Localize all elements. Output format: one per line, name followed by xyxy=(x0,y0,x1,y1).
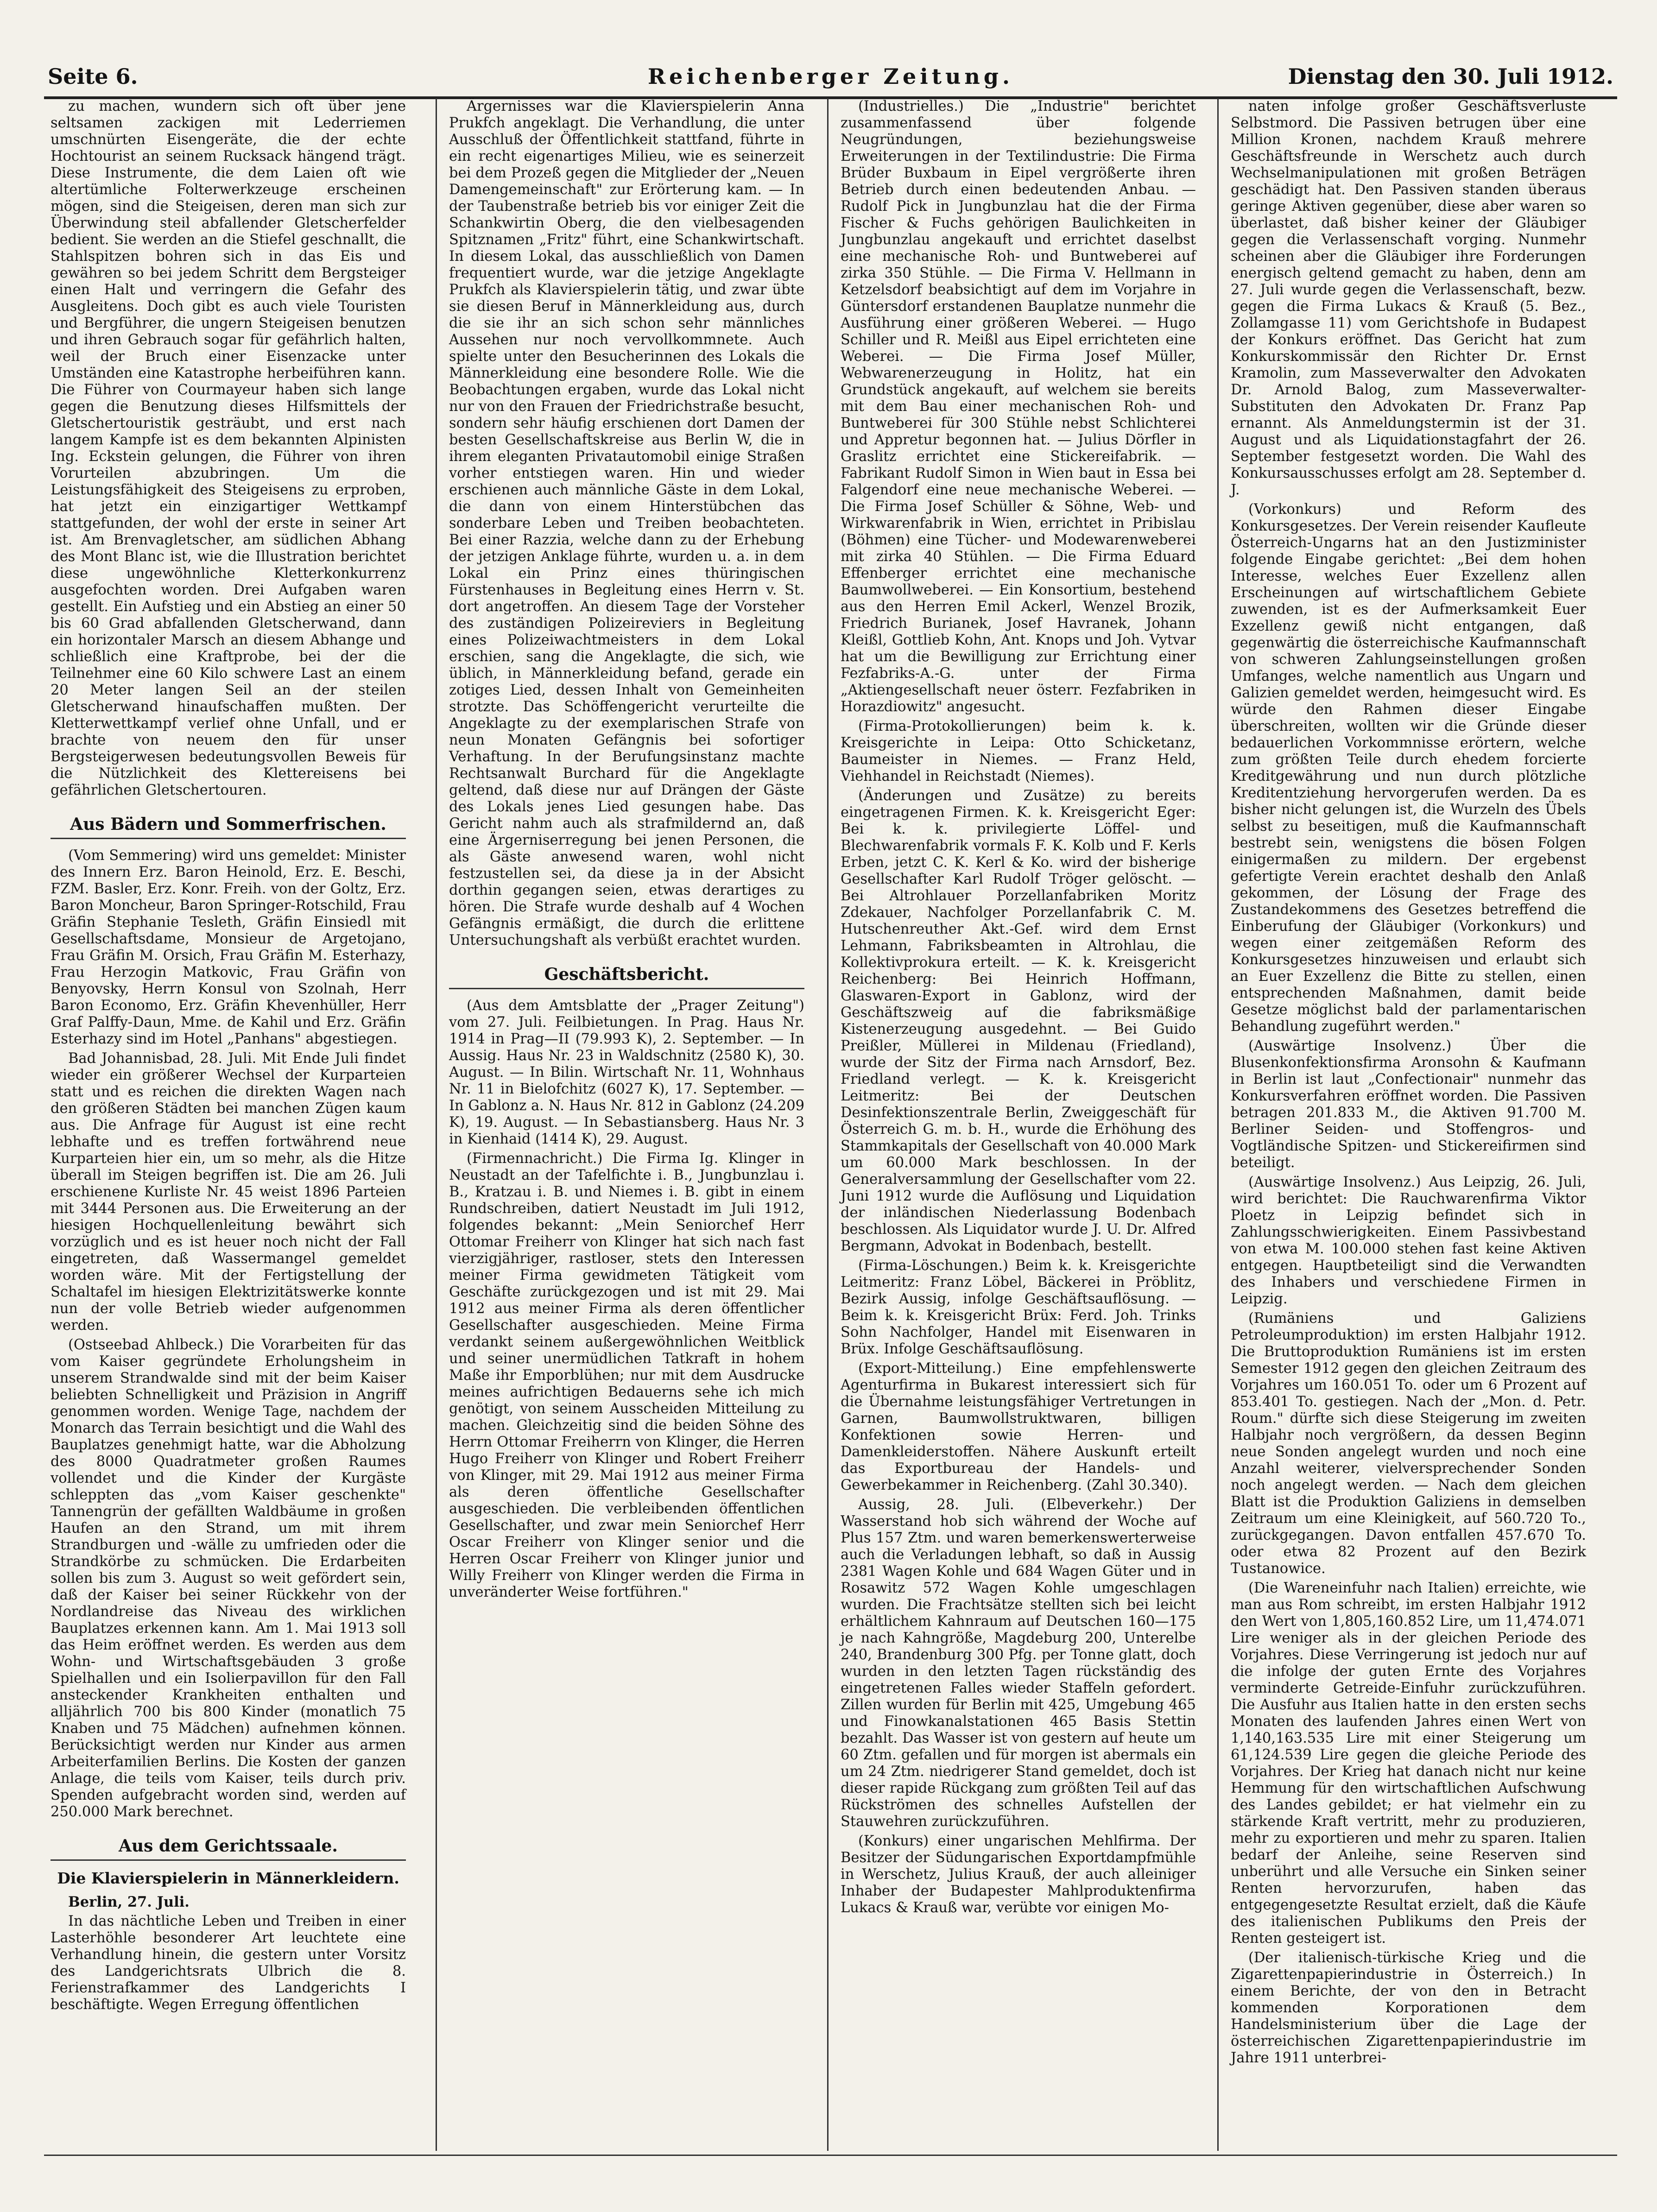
article-headline-klavierspielerin: Die Klavierspielerin in Männerkleidern. xyxy=(57,1869,399,1887)
article-protokollierungen: (Firma-Protokollierungen) beim k. k. Kreisgerichte in Leipa: Otto Schicketanz, Baumeister in Niemes. — Franz Held, Viehhandel in Reichstadt (Niemes). xyxy=(841,718,1196,784)
article-amtsblatt: (Aus dem Amtsblatte der „Prager Zeitung") vom 27. Juli. Feilbietungen. In Prag. Haus Nr. 1914 in Prag—II (79.993 K), 2. September. — In Aussig. Haus Nr. 23 in Waldschnitz (2580 K), 30. August. — In Bilin. Wirtschaft Nr. 11, Wohnhaus Nr. 11 in Bielofchitz (6027 K), 17. September. — In Gablonz a. N. Haus Nr. 812 in Gablonz (24.209 K), 19. August. — In Sebastiansberg. Haus Nr. 3 in Kienhaid (1414 K), 29. August. xyxy=(449,998,804,1147)
article-court-continued: Ärgernisses war die Klavierspielerin Anna Prukfch angeklagt. Die Verhandlung, die unter Ausschluß der Öffentlichkeit stattfand, führte in ein recht eigenartiges Milieu, wie es seinerzeit bei dem Prozeß gegen die Mitglieder der „Neuen Damengemeinschaft" zur Erörterung kam. — In der Taubenstraße betrieb bis vor einiger Zeit die Schankwirtin Oberg, die den vielbesagenden Spitznamen „Fritz" führt, eine Schankwirtschaft. In diesem Lokal, das ausschließlich von Damen frequentiert wurde, war die jetzige Angeklagte Prukfch als Klavierspielerin tätig, und zwar übte sie diesen Beruf in Männerkleidung aus, durch die sie ihr an sich schon sehr männliches Aussehen nur noch vervollkommnete. Auch spielte unter den Besucherinnen des Lokals die Männerkleidung eine besondere Rolle. Wie die Beobachtungen ergaben, wurde das Lokal nicht nur von den Frauen der Friedrichstraße besucht, sondern sehr häufig erschienen dort Damen der besten Gesellschaftskreise aus Berlin W, die in ihrem eleganten Privatautomobil einige Straßen vorher entstiegen waren. Hin und wieder erschienen auch männliche Gäste in dem Lokal, die dann von einem Hinterstübchen das sonderbare Leben und Treiben beobachteten. Bei einer Razzia, welche dann zu der Erhebung der jetzigen Anklage führte, wurden u. a. in dem Lokal ein Prinz eines thüringischen Fürstenhauses in Begleitung eines Herrn v. St. dort angetroffen. An diesem Tage der Vorsteher des zuständigen Polizeireviers in Begleitung eines Polizeiwachtmeisters in dem Lokal erschien, sang die Angeklagte, die sich, wie üblich, in Männerkleidung befand, gerade ein zotiges Lied, dessen Inhalt von Gemeinheiten strotzte. Das Schöffengericht verurteilte die Angeklagte zu der exemplarischen Strafe von neun Monaten Gefängnis bei sofortiger Verhaftung. In der Berufungsinstanz machte Rechtsanwalt Burchard für die Angeklagte geltend, daß diese nur auf Drängen der Gäste des Lokals jenes Lied gesungen habe. Das Gericht nahm auch als strafmildernd an, daß eine Ärgerniserregung bei jenen Personen, die als Gäste anwesend waren, wohl nicht festzustellen sei, da diese ja in der Absicht dorthin gegangen seien, etwas derartiges zu hören. Die Strafe wurde deshalb auf 4 Wochen Gefängnis ermäßigt, die durch die erlittene Untersuchungshaft als verbüßt erachtet wurden. xyxy=(449,98,804,948)
article-petroleum: (Rumäniens und Galiziens Petroleumproduktion) im ersten Halbjahr 1912. Die Bruttoproduktion Rumäniens ist im ersten Semester 1912 gegen den gleichen Zeitraum des Vorjahres um 160.051 To. oder um 6 Prozent auf 853.401 To. gestiegen. Nach der „Mon. d. Petr. Roum." dürfte sich diese Steigerung im zweiten Halbjahr noch vergrößern, da dessen Beginn neue Sonden angelegt wurden und noch eine Anzahl weiterer, vielversprechender Sonden noch angelegt werden. — Nach dem gleichen Blatt ist die Produktion Galiziens in demselben Zeitraum um eine Kleinigkeit, auf 560.720 To., zurückgegangen. Davon entfallen 457.670 To. oder etwa 82 Prozent auf den Bezirk Tustanowice. xyxy=(1231,1310,1586,1577)
article-insolvenz-leipzig: (Auswärtige Insolvenz.) Aus Leipzig, 26. Juli, wird berichtet: Die Rauchwarenfirma Viktor Ploetz in Leipzig befindet sich in Zahlungsschwierigkeiten. Einem Passivbestand von etwa M. 100.000 stehen fast keine Aktiven entgegen. Hauptbeteiligt sind die Verwandten des Inhabers und verschiedene Firmen in Leipzig. xyxy=(1231,1174,1586,1307)
article-steigeisen: zu machen, wundern sich oft über jene seltsamen zackigen mit Lederriemen umschnürten Eisengeräte, die der echte Hochtourist an seinem Rucksack hängend trägt. Diese Instrumente, die dem Laien oft wie altertümliche Folterwerkzeuge erscheinen mögen, sind die Steigeisen, deren man sich zur Überwindung steil abfallender Gletscherfelder bedient. Sie werden an die Stiefel geschnallt, die Stahlspitzen bohren sich in das Eis und gewähren so bei jedem Schritt dem Bergsteiger einen Halt und verringern die Gefahr des Ausgleitens. Doch gibt es auch viele Touristen und Bergführer, die ungern Steigeisen benutzen und ihren Gebrauch sogar für gefährlich halten, weil der Bruch einer Eisenzacke unter Umständen eine Katastrophe herbeiführen kann. Die Führer von Courmayeur haben sich lange gegen die Benutzung dieses Hilfsmittels der Gletschertouristik gesträubt, und erst nach langem Kampfe ist es dem bekannten Alpinisten Ing. Eckstein gelungen, die Führer von ihren Vorurteilen abzubringen. Um die Leistungsfähigkeit des Steigeisens zu erproben, hat jetzt ein einzigartiger Wettkampf stattgefunden, der wohl der erste in seiner Art ist. Am Brenvagletscher, am südlichen Abhang des Mont Blanc ist, wie die Illustration berichtet diese ungewöhnliche Kletterkonkurrenz ausgefochten worden. Drei Aufgaben waren gestellt. Ein Aufstieg und ein Abstieg an einer 50 bis 60 Grad abfallenden Gletscherwand, dann ein horizontaler Marsch an diesem Abhange und schließlich eine Kraftprobe, bei der die Teilnehmer eine 60 Kilo schwere Last an einem 20 Meter langen Seil an der steilen Gletscherwand hinaufschaffen mußten. Der Kletterwettkampf verlief ohne Unfall, und er brachte von neuem den für unser Bergsteigerwesen bedeutungsvollen Beweis für die Nützlichkeit des Klettereisens bei gefährlichen Gletschertouren. xyxy=(51,98,406,798)
bottom-rule xyxy=(44,2155,1617,2156)
article-industrielles: (Industrielles.) Die „Industrie" berichtet zusammenfassend über folgende Neugründungen, beziehungsweise Erweiterungen in der Textilindustrie: Die Firma Brüder Buxbaum in Eipel vergrößerte ihren Betrieb durch einen bedeutenden Anbau. — Rudolf Pick in Jungbunzlau hat die der Firma Fischer & Fuchs gehörigen Baulichkeiten in Jungbunzlau angekauft und errichtet daselbst eine mechanische Roh- und Buntweberei auf zirka 350 Stühle. — Die Firma V. Hellmann in Ketzelsdorf beabsichtigt auf dem im Vorjahre in Güntersdorf erstandenen Bauplatze nunmehr die Ausführung einer größeren Weberei. — Hugo Schiller und R. Meißl aus Eipel errichteten eine Weberei. — Die Firma Josef Müller, Webwarenerzeugung in Holitz, hat ein Grundstück angekauft, auf welchem sie bereits mit dem Bau einer mechanischen Roh- und Buntweberei für 300 Stühle nebst Schlichterei und Appretur begonnen hat. — Julius Dörfler in Graslitz errichtet eine Stickereifabrik. — Fabrikant Rudolf Simon in Wien baut in Essa bei Falgendorf eine neue mechanische Weberei. — Die Firma Josef Schüller & Söhne, Web- und Wirkwarenfabrik in Wien, errichtet in Pribislau (Böhmen) eine Tücher- und Modewarenweberei mit zirka 40 Stühlen. — Die Firma Eduard Effenberger errichtet eine mechanische Baumwollweberei. — Ein Konsortium, bestehend aus den Herren Emil Ackerl, Wenzel Brozik, Friedrich Burianek, Josef Havranek, Johann Kleißl, Gottlieb Kohn, Ant. Knops und Joh. Vytvar hat um die Bewilligung zur Errichtung einer Fezfabriks-A.-G. unter der Firma „Aktiengesellschaft neuer österr. Fezfabriken in Horazdiowitz" angesucht. xyxy=(841,98,1196,715)
section-heading-geschaeftsbericht: Geschäftsbericht. xyxy=(449,965,804,989)
column-rule xyxy=(1217,98,1219,2151)
column-rule xyxy=(436,98,437,2151)
article-export: (Export-Mitteilung.) Eine empfehlenswerte Agenturfirma in Bukarest interessiert sich für die Übernahme leistungsfähiger Vertretungen in Garnen, Baumwollstruktwaren, billigen Konfektionen sowie Herren- und Damenkleiderstoffen. Nähere Auskunft erteilt das Exportbureau der Handels- und Gewerbekammer in Reichenberg. (Zahl 30.340). xyxy=(841,1360,1196,1493)
article-semmering: (Vom Semmering) wird uns gemeldet: Minister des Innern Erz. Baron Heinold, Erz. E. Beschi, FZM. Basler, Erz. Konr. Freih. von der Goltz, Erz. Baron Moncheur, Baron Springer-Rotschild, Frau Gräfin Stephanie Tesleth, Gräfin Einsiedl mit Gesellschaftsdame, Monsieur de Argetojano, Frau Gräfin M. Orsich, Frau Gräfin M. Esterhazy, Frau Herzogin Matkovic, Frau Gräfin von Benyovsky, Herrn Konsul von Szolnah, Herr Baron Economo, Erz. Gräfin Khevenhüller, Herr Graf Palffy-Daun, Mme. de Kahil und Erz. Gräfin Esterhazy sind im Hotel „Panhans" abgestiegen. xyxy=(51,847,406,1047)
article-court-start: In das nächtliche Leben und Treiben in einer Lasterhöhle besonderer Art leuchtete eine Verhandlung hinein, die gestern unter Vorsitz des Landgerichtsrats Ulbrich die 8. Ferienstrafkammer des Landgerichts I beschäftigte. Wegen Erregung öffentlichen xyxy=(51,1913,406,2013)
page-header xyxy=(44,59,1617,99)
article-italien: (Die Wareneinfuhr nach Italien) erreichte, wie man aus Rom schreibt, im ersten Halbjahr 1912 den Wert von 1,805,160.852 Lire, um 11,474.071 Lire weniger als in der gleichen Periode des Vorjahres. Diese Verringerung ist jedoch nur auf die infolge der guten Ernte des Vorjahres verminderte Getreide-Einfuhr zurückzuführen. Die Ausfuhr aus Italien hatte in den ersten sechs Monaten des laufenden Jahres einen Wert von 1,140,163.535 Lire mit einer Steigerung um 61,124.539 Lire gegen die gleiche Periode des Vorjahres. Der Krieg hat danach nicht nur keine Hemmung für den wirtschaftlichen Aufschwung des Landes gebildet; er hat vielmehr ein zu stärkende Kraft vertritt, mehr zu produzieren, mehr zu exportieren und mehr zu sparen. Italien bedarf der Anleihe, seine Reserven sind unberührt und alle Versuche ein Sinken seiner Renten hervorzurufen, haben das entgegengesetzte Resultat erzielt, daß die Käufe des italienischen Publikums den Preis der Renten gesteigert ist. xyxy=(1231,1580,1586,1947)
dateline: Berlin, 27. Juli. xyxy=(68,1894,190,1910)
article-aenderungen: (Änderungen und Zusätze) zu bereits eingetragenen Firmen. K. k. Kreisgericht Eger: Bei k. k. privilegierte Löffel- und Blechwarenfabrik vormals F. K. Kolb und F. Kerls Erben, jetzt C. K. Kerl & Ko. wird der bisherige Gesellschafter Karl Rudolf Tröger gelöscht. — Bei Altrohlauer Porzellanfabriken Moritz Zdekauer, Nachfolger Porzellanfabrik C. M. Hutschenreuther Akt.-Gef. wird dem Ernst Lehmann, Fabriksbeamten in Altrohlau, die Kollektivprokura erteilt. — K. k. Kreisgericht Reichenberg: Bei Heinrich Hoffmann, Glaswaren-Export in Gablonz, wird der Geschäftszweig auf die fabriksmäßige Kistenerzeugung ausgedehnt. — Bei Guido Preißler, Müllerei in Mildenau (Friedland), wurde der Sitz der Firma nach Arnsdorf, Bez. Friedland verlegt. — K. k. Kreisgericht Leitmeritz: Bei der Deutschen Desinfektionszentrale Berlin, Zweiggeschäft für Österreich G. m. b. H., wurde die Erhöhung des Stammkapitals der Gesellschaft von 40.000 Mark um 60.000 Mark beschlossen. In der Generalversammlung der Gesellschafter vom 22. Juni 1912 wurde die Auflösung und Liquidation der inländischen Niederlassung Bodenbach beschlossen. Als Liquidator wurde J. U. Dr. Alfred Bergmann, Advokat in Bodenbach, bestellt. xyxy=(841,788,1196,1254)
article-loeschungen: (Firma-Löschungen.) Beim k. k. Kreisgerichte Leitmeritz: Franz Löbel, Bäckerei in Pröblitz, Bezirk Aussig, infolge Geschäftsauflösung. — Beim k. k. Kreisgericht Brüx: Ferd. Joh. Trinks Sohn Nachfolger, Handel mit Eisenwaren in Brüx. Infolge Geschäftsauflösung. xyxy=(841,1258,1196,1357)
column-4 xyxy=(1224,98,1593,2151)
article-johannisbad: Bad Johannisbad, 28. Juli. Mit Ende Juli findet wieder ein größerer Wechsel der Kurparteien statt und es reichen die direkten Wagen nach den größeren Städten bei manchen Zügen kaum aus. Die Anfrage für August ist eine recht lebhafte und es treffen fortwährend neue Kurparteien hier ein, um so mehr, als die Hitze überall im Steigen begriffen ist. Die am 26. Juli erschienene Kurliste Nr. 45 weist 1896 Parteien mit 3444 Personen aus. Die Erweiterung an der hiesigen Hochquellenleitung bewährt sich vorzüglich und es ist heuer noch nicht der Fall eingetreten, daß Wassermangel gemeldet worden wäre. Mit der Fertigstellung der Schaltafel im hiesigen Elektrizitätswerke konnte nun der volle Betrieb wieder aufgenommen werden. xyxy=(51,1050,406,1334)
article-konkurs: (Konkurs) einer ungarischen Mehlfirma. Der Besitzer der Südungarischen Exportdampfmühle in Werschetz, Julius Krauß, der auch alleiniger Inhaber der Budapester Mahlproduktenfirma Lukacs & Krauß war, verübte vor einigen Mo- xyxy=(841,1833,1196,1916)
newspaper-title: Reichenberger Zeitung. xyxy=(647,64,1014,89)
article-firmennachricht: (Firmennachricht.) Die Firma Ig. Klinger in Neustadt an der Tafelfichte i. B., Jungbunzlau i. B., Kratzau i. B. und Niemes i. B. gibt in einem Rundschreiben, datiert Neustadt im Juli 1912, folgendes bekannt: „Mein Seniorchef Herr Ottomar Freiherr von Klinger hat sich nach fast vierzigjähriger, rastloser, stets den Interessen meiner Firma gewidmeten Tätigkeit vom Geschäfte zurückgezogen und ist mit 29. Mai 1912 aus meiner Firma als deren öffentlicher Gesellschafter ausgeschieden. Meine Firma verdankt seinem außergewöhnlichen Weitblick und seiner unermüdlichen Tatkraft in hohem Maße ihr Emporblühen; nur mit dem Ausdrucke meines aufrichtigen Bedauerns sehe ich mich genötigt, von seinem Ausscheiden Mitteilung zu machen. Gleichzeitig sind die beiden Söhne des Herrn Ottomar Freiherrn von Klinger, die Herren Hugo Freiherr von Klinger und Robert Freiherr von Klinger, mit 29. Mai 1912 aus meiner Firma als deren öffentliche Gesellschafter ausgeschieden. Die verbleibenden öffentlichen Gesellschafter, und zwar mein Seniorchef Herr Oscar Freiherr von Klinger senior und die Herren Oscar Freiherr von Klinger junior und Willy Freiherr von Klinger werden die Firma in unveränderter Weise fortführen." xyxy=(449,1150,804,1600)
page-number: Seite 6. xyxy=(48,64,138,89)
column-1 xyxy=(44,98,412,2151)
article-konkurs-continued: naten infolge großer Geschäftsverluste Selbstmord. Die Passiven betrugen über eine Million Kronen, nachdem Krauß mehrere Geschäftsfreunde in Werschetz auch durch Wechselmanipulationen mit großen Beträgen geschädigt hat. Den Passiven standen überaus geringe Aktiven gegenüber, diese aber waren so überlastet, daß bisher keiner der Gläubiger gegen die Verlassenschaft vorging. Nunmehr scheinen aber die Gläubiger ihre Forderungen energisch geltend gemacht zu haben, denn am 27. Juli wurde gegen die Verlassenschaft, bezw. gegen die Firma Lukacs & Krauß (5. Bez., Zollamgasse 11) vom Gerichtshofe in Budapest der Konkurs eröffnet. Das Gericht hat zum Konkurskommissär den Richter Dr. Ernst Kramolin, zum Masseverwalter den Advokaten Dr. Arnold Balog, zum Masseverwalter-Substituten den Advokaten Dr. Franz Pap ernannt. Als Anmeldungstermin ist der 31. August und als Liquidationstagfahrt der 26. September festgesetzt worden. Die Wahl des Konkursausschusses erfolgt am 28. September d. J. xyxy=(1231,98,1586,498)
article-zigarettenpapier: (Der italienisch-türkische Krieg und die Zigarettenpapierindustrie in Österreich.) In einem Berichte, der von den in Betracht kommenden Korporationen dem Handelsministerium über die Lage der österreichischen Zigarettenpapierindustrie im Jahre 1911 unterbrei- xyxy=(1231,1950,1586,2066)
article-ahlbeck: (Ostseebad Ahlbeck.) Die Vorarbeiten für das vom Kaiser gegründete Erholungsheim in unserem Strandwalde sind mit der beim Kaiser beliebten Schnelligkeit und Präzision in Angriff genommen worden. Wenige Tage, nachdem der Monarch das Terrain besichtigt und die Wahl des Bauplatzes genehmigt hatte, war die Abholzung des 8000 Quadratmeter großen Raumes vollendet und die Kinder der Kurgäste schleppten das „vom Kaiser geschenkte" Tannengrün der gefällten Waldbäume in großen Haufen an den Strand, um mit ihrem Strandburgen und -wälle zu umfrieden oder die Strandkörbe zu schmücken. Die Erdarbeiten sollen bis zum 3. August so weit gefördert sein, daß der Kaiser bei seiner Rückkehr von der Nordlandreise das Niveau des wirklichen Bauplatzes erkennen kann. Am 1. Mai 1913 soll das Heim eröffnet werden. Es werden aus dem Wohn- und Wirtschaftsgebäuden 3 große Spielhallen und ein Isolierpavillon für den Fall ansteckender Krankheiten enthalten und alljährlich 700 bis 800 Kinder (monatlich 75 Knaben und 75 Mädchen) aufnehmen können. Berücksichtigt werden nur Kinder aus armen Arbeiterfamilien Berlins. Die Kosten der ganzen Anlage, die teils vom Kaiser, teils durch priv. Spenden aufgebracht worden sind, werden auf 250.000 Mark berechnet. xyxy=(51,1337,406,1820)
section-heading-gerichtssaal: Aus dem Gerichtssaale. xyxy=(51,1836,406,1861)
column-rule xyxy=(827,98,828,2151)
article-insolvenz-berlin: (Auswärtige Insolvenz.) Über die Blusenkonfektionsfirma Aronsohn & Kaufmann in Berlin ist laut „Confectionair" nunmehr das Konkursverfahren eröffnet worden. Die Passiven betragen 201.833 M., die Aktiven 91.700 M. Berliner Seiden- und Stoffengros- und Vogtländische Spitzen- und Stickereifirmen sind beteiligt. xyxy=(1231,1038,1586,1171)
section-heading-baeder: Aus Bädern und Sommerfrischen. xyxy=(51,815,406,839)
column-2 xyxy=(443,98,811,2151)
column-3 xyxy=(834,98,1202,2151)
article-vorkonkurs: (Vorkonkurs) und Reform des Konkursgesetzes. Der Verein reisender Kaufleute Österreich-Ungarns hat an den Justizminister folgende Eingabe gerichtet: „Bei dem hohen Interesse, welches Euer Exzellenz allen Erscheinungen auf wirtschaftlichem Gebiete zuwenden, ist es der Aufmerksamkeit Euer Exzellenz gewiß nicht entgangen, daß gegenwärtig die österreichische Kaufmannschaft von schweren Zahlungseinstellungen großen Umfanges, welche namentlich aus Ungarn und Galizien gemeldet werden, heimgesucht wird. Es würde den Rahmen dieser Eingabe überschreiten, wollten wir die Gründe dieser bedauerlichen Vorkommnisse erörtern, welche zum größten Teile durch ehedem forcierte Kreditgewährung und nun durch plötzliche Kreditentziehung hervorgerufen werden. Da es bisher nicht gelungen ist, die Wurzeln des Übels selbst zu beseitigen, muß die Kaufmannschaft bestrebt sein, wenigstens die bösen Folgen einigermaßen zu mildern. Der ergebenst gefertigte Verein erachtet deshalb den Anlaß gekommen, der Lösung der Frage des Zustandekommens des Gesetzes betreffend die Einberufung der Gläubiger (Vorkonkurs) und wegen einer zeitgemäßen Reform des Konkursgesetzes hinzuweisen und erlaubt sich an Euer Exzellenz die Bitte zu stellen, einen entsprechenden Maßnahmen, damit beide Gesetze möglichst bald der parlamentarischen Behandlung zugeführt werden." xyxy=(1231,501,1586,1035)
issue-date: Dienstag den 30. Juli 1912. xyxy=(1288,64,1613,89)
article-aussig-elbeverkehr: Aussig, 28. Juli. (Elbeverkehr.) Der Wasserstand hob sich während der Woche auf Plus 157 Ztm. und waren bemerkenswerterweise auch die Verladungen lebhaft, so daß in Aussig 2381 Wagen Kohle und 684 Wagen Güter und in Rosawitz 572 Wagen Kohle umgeschlagen wurden. Die Frachtsätze stellten sich bei leicht erhältlichem Kahnraum auf Deutschen 160—175 je nach Kahngröße, Magdeburg 200, Unterelbe 240, Brandenburg 300 Pfg. per Tonne glatt, doch wurden in den letzten Tagen rückständig des eingetretenen Falles wieder Staffeln gefordert. Zillen wurden für Berlin mit 425, Umgebung 465 und Finowkanalstationen 465 Basis Stettin bezahlt. Das Wasser ist von gestern auf heute um 60 Ztm. gefallen und für morgen ist abermals ein um 24 Ztm. niedrigerer Stand gemeldet, doch ist dieser rapide Rückgang zum größten Teil auf das Rückströmen des schnelles Aufstellen der Stauwehren zurückzuführen. xyxy=(841,1497,1196,1830)
